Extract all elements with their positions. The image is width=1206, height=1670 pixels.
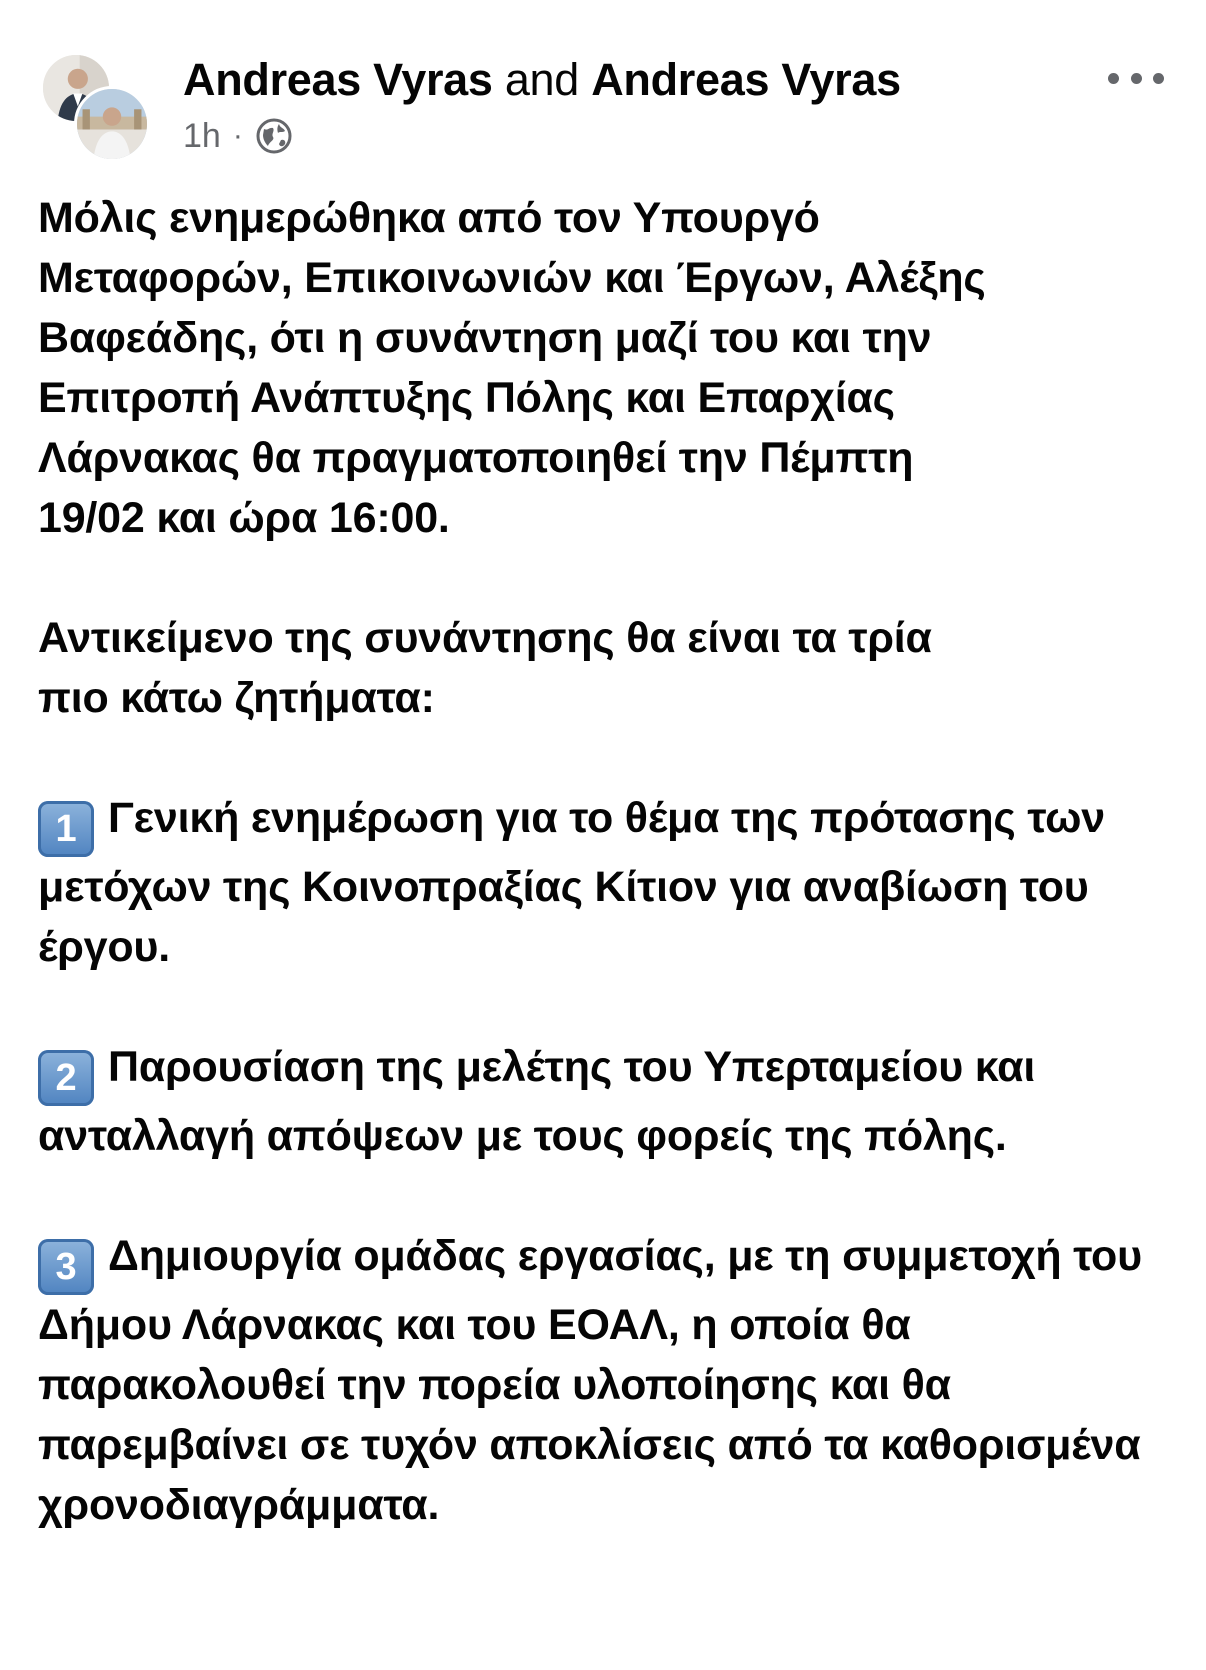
post-body [38, 188, 1178, 1535]
post-author-line [183, 52, 901, 108]
avatar-photo-icon [77, 89, 147, 159]
keycap-number-icon: 2 [38, 1050, 94, 1106]
more-horizontal-icon [1153, 73, 1164, 84]
avatar-stack[interactable] [40, 52, 150, 162]
post-timestamp[interactable]: 1h [183, 116, 221, 155]
author-join-word: and [504, 54, 579, 105]
avatar[interactable] [74, 86, 150, 162]
meta-separator: · [232, 119, 243, 152]
list-item [38, 1037, 1178, 1166]
list-item [38, 1226, 1178, 1535]
list-item-text: Δημιουργία ομάδας εργασίας, με τη συμμετοχή του Δήμου Λάρνακας και του ΕΟΑΛ, η οποία θα παρακολουθεί την πορεία υλοποίησης και θα παρεμβαίνει σε τυχόν αποκλίσεις από τα καθορισμένα χρονοδιαγράμματα. [38, 1232, 1142, 1529]
post-paragraph-intro: Μόλις ενημερώθηκα από τον Υπουργό Μεταφορών, Επικοινωνιών και Έργων, Αλέξης Βαφεάδης, ότι η συνάντηση μαζί του και την Επιτροπή Ανάπτυξης Πόλης και Επαρχίας Λάρνακας θα πραγματοποιηθεί την Πέμπτη 19/02 και ώρα 16:00. [38, 194, 986, 542]
author-name-link[interactable]: Andreas Vyras [591, 54, 901, 105]
post-paragraph-subject: Αντικείμενο της συνάντησης θα είναι τα τρία πιο κάτω ζητήματα: [38, 614, 932, 722]
list-item-text: Παρουσίαση της μελέτης του Υπερταμείου και ανταλλαγή απόψεων με τους φορείς της πόλης. [38, 1043, 1036, 1160]
globe-icon[interactable] [255, 117, 293, 155]
post-meta [183, 115, 293, 157]
more-horizontal-icon [1108, 73, 1119, 84]
list-item-text: Γενική ενημέρωση για το θέμα της πρότασης των μετόχων της Κοινοπραξίας Κίτιον για αναβίωση του έργου. [38, 794, 1105, 971]
post-header [0, 0, 1206, 175]
more-options-button[interactable] [1108, 60, 1164, 96]
list-item [38, 788, 1178, 977]
keycap-number-icon: 1 [38, 801, 94, 857]
author-name-link[interactable]: Andreas Vyras [183, 54, 493, 105]
more-horizontal-icon [1131, 73, 1142, 84]
keycap-number-icon: 3 [38, 1239, 94, 1295]
